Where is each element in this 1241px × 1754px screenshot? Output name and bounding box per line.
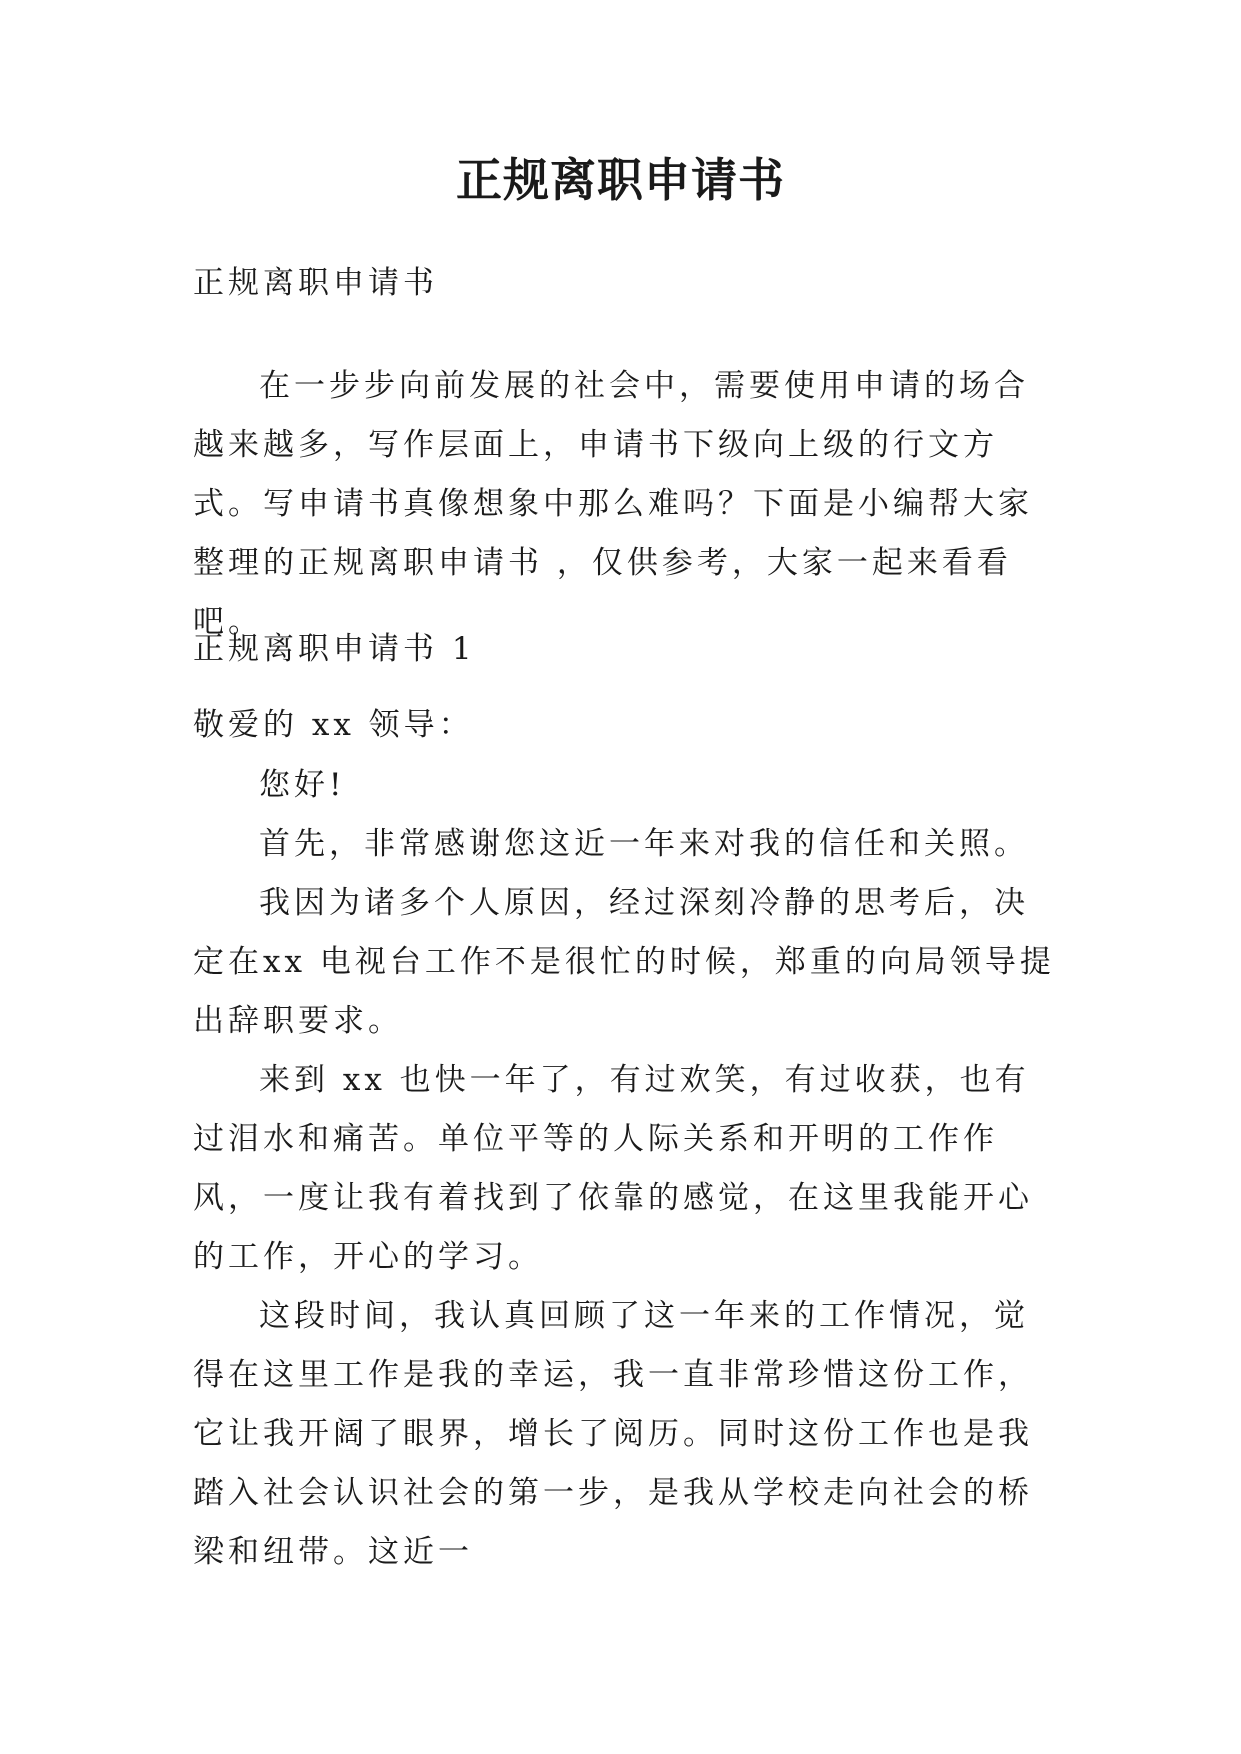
greeting: 您好! [259,767,346,803]
document-title: 正规离职申请书 [456,153,785,207]
body-paragraph: 来到 xx 也快一年了，有过欢笑，有过收获，也有过泪水和痛苦。单位平等的人际关系和开明的工作作风，一度让我有着找到了依靠的感觉，在这里我能开心的工作，开心的学习。 [193,1062,1033,1275]
salutation: 敬爱的 xx 领导： [193,707,474,743]
intro-paragraph: 在一步步向前发展的社会中，需要使用申请的场合越来越多，写作层面上，申请书下级向上级的行文方式。写申请书真像想象中那么难吗？下面是小编帮大家整理的正规离职申请书 ，仅供参考，大家一起来看看吧。 [193,368,1033,640]
section-heading: 正规离职申请书 1 [193,631,476,667]
letter-body [193,696,1055,1582]
body-paragraph: 我因为诸多个人原因，经过深刻冷静的思考后，决定在xx 电视台工作不是很忙的时候，郑重的向局领导提出辞职要求。 [193,885,1055,1039]
body-paragraph: 首先，非常感谢您这近一年来对我的信任和关照。 [259,826,1029,862]
body-paragraph: 这段时间，我认真回顾了这一年来的工作情况，觉得在这里工作是我的幸运，我一直非常珍惜这份工作，它让我开阔了眼界，增长了阅历。同时这份工作也是我踏入社会认识社会的第一步，是我从学校走向社会的桥梁和纽带。这近一 [193,1298,1033,1570]
document-subtitle: 正规离职申请书 [193,265,438,301]
